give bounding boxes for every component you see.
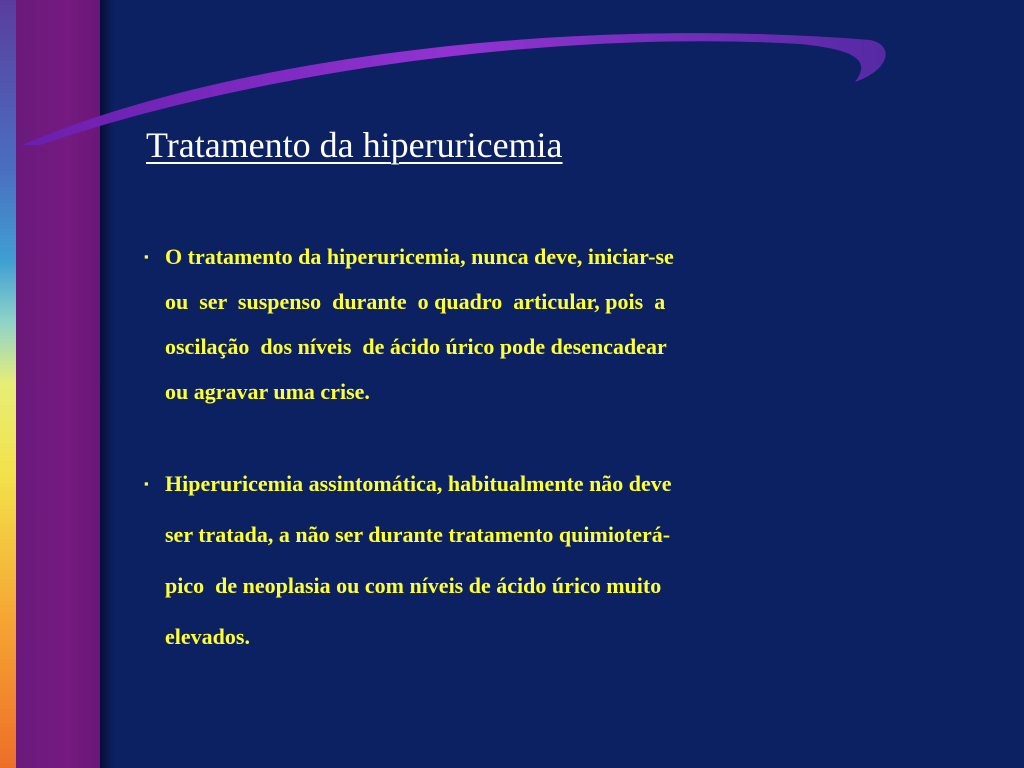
decorative-swoosh (0, 0, 1024, 200)
bullet-2-line-1: Hiperuricemia assintomática, habitualmente não deve (165, 471, 672, 496)
bullet-1-line-3: oscilação dos níveis de ácido úrico pode desencadear (165, 334, 667, 359)
bullet-2-line-4: elevados. (165, 624, 250, 649)
bullet-1-line-2: ou ser suspenso durante o quadro articular, pois a (165, 289, 666, 314)
bullet-square-icon: ▪ (144, 249, 149, 264)
bullet-1-line-1: O tratamento da hiperuricemia, nunca deve, iniciar-se (165, 244, 674, 269)
bullet-point-2 (144, 458, 844, 662)
bullet-2-line-2: ser tratada, a não ser durante tratamento quimioterá- (165, 522, 671, 547)
bullet-square-icon: ▪ (144, 476, 149, 491)
bullet-point-1 (144, 234, 844, 414)
bullet-1-line-4: ou agravar uma crise. (165, 379, 370, 404)
slide-title: Tratamento da hiperuricemia (146, 125, 563, 165)
bullet-2-line-3: pico de neoplasia ou com níveis de ácido úrico muito (165, 573, 662, 598)
